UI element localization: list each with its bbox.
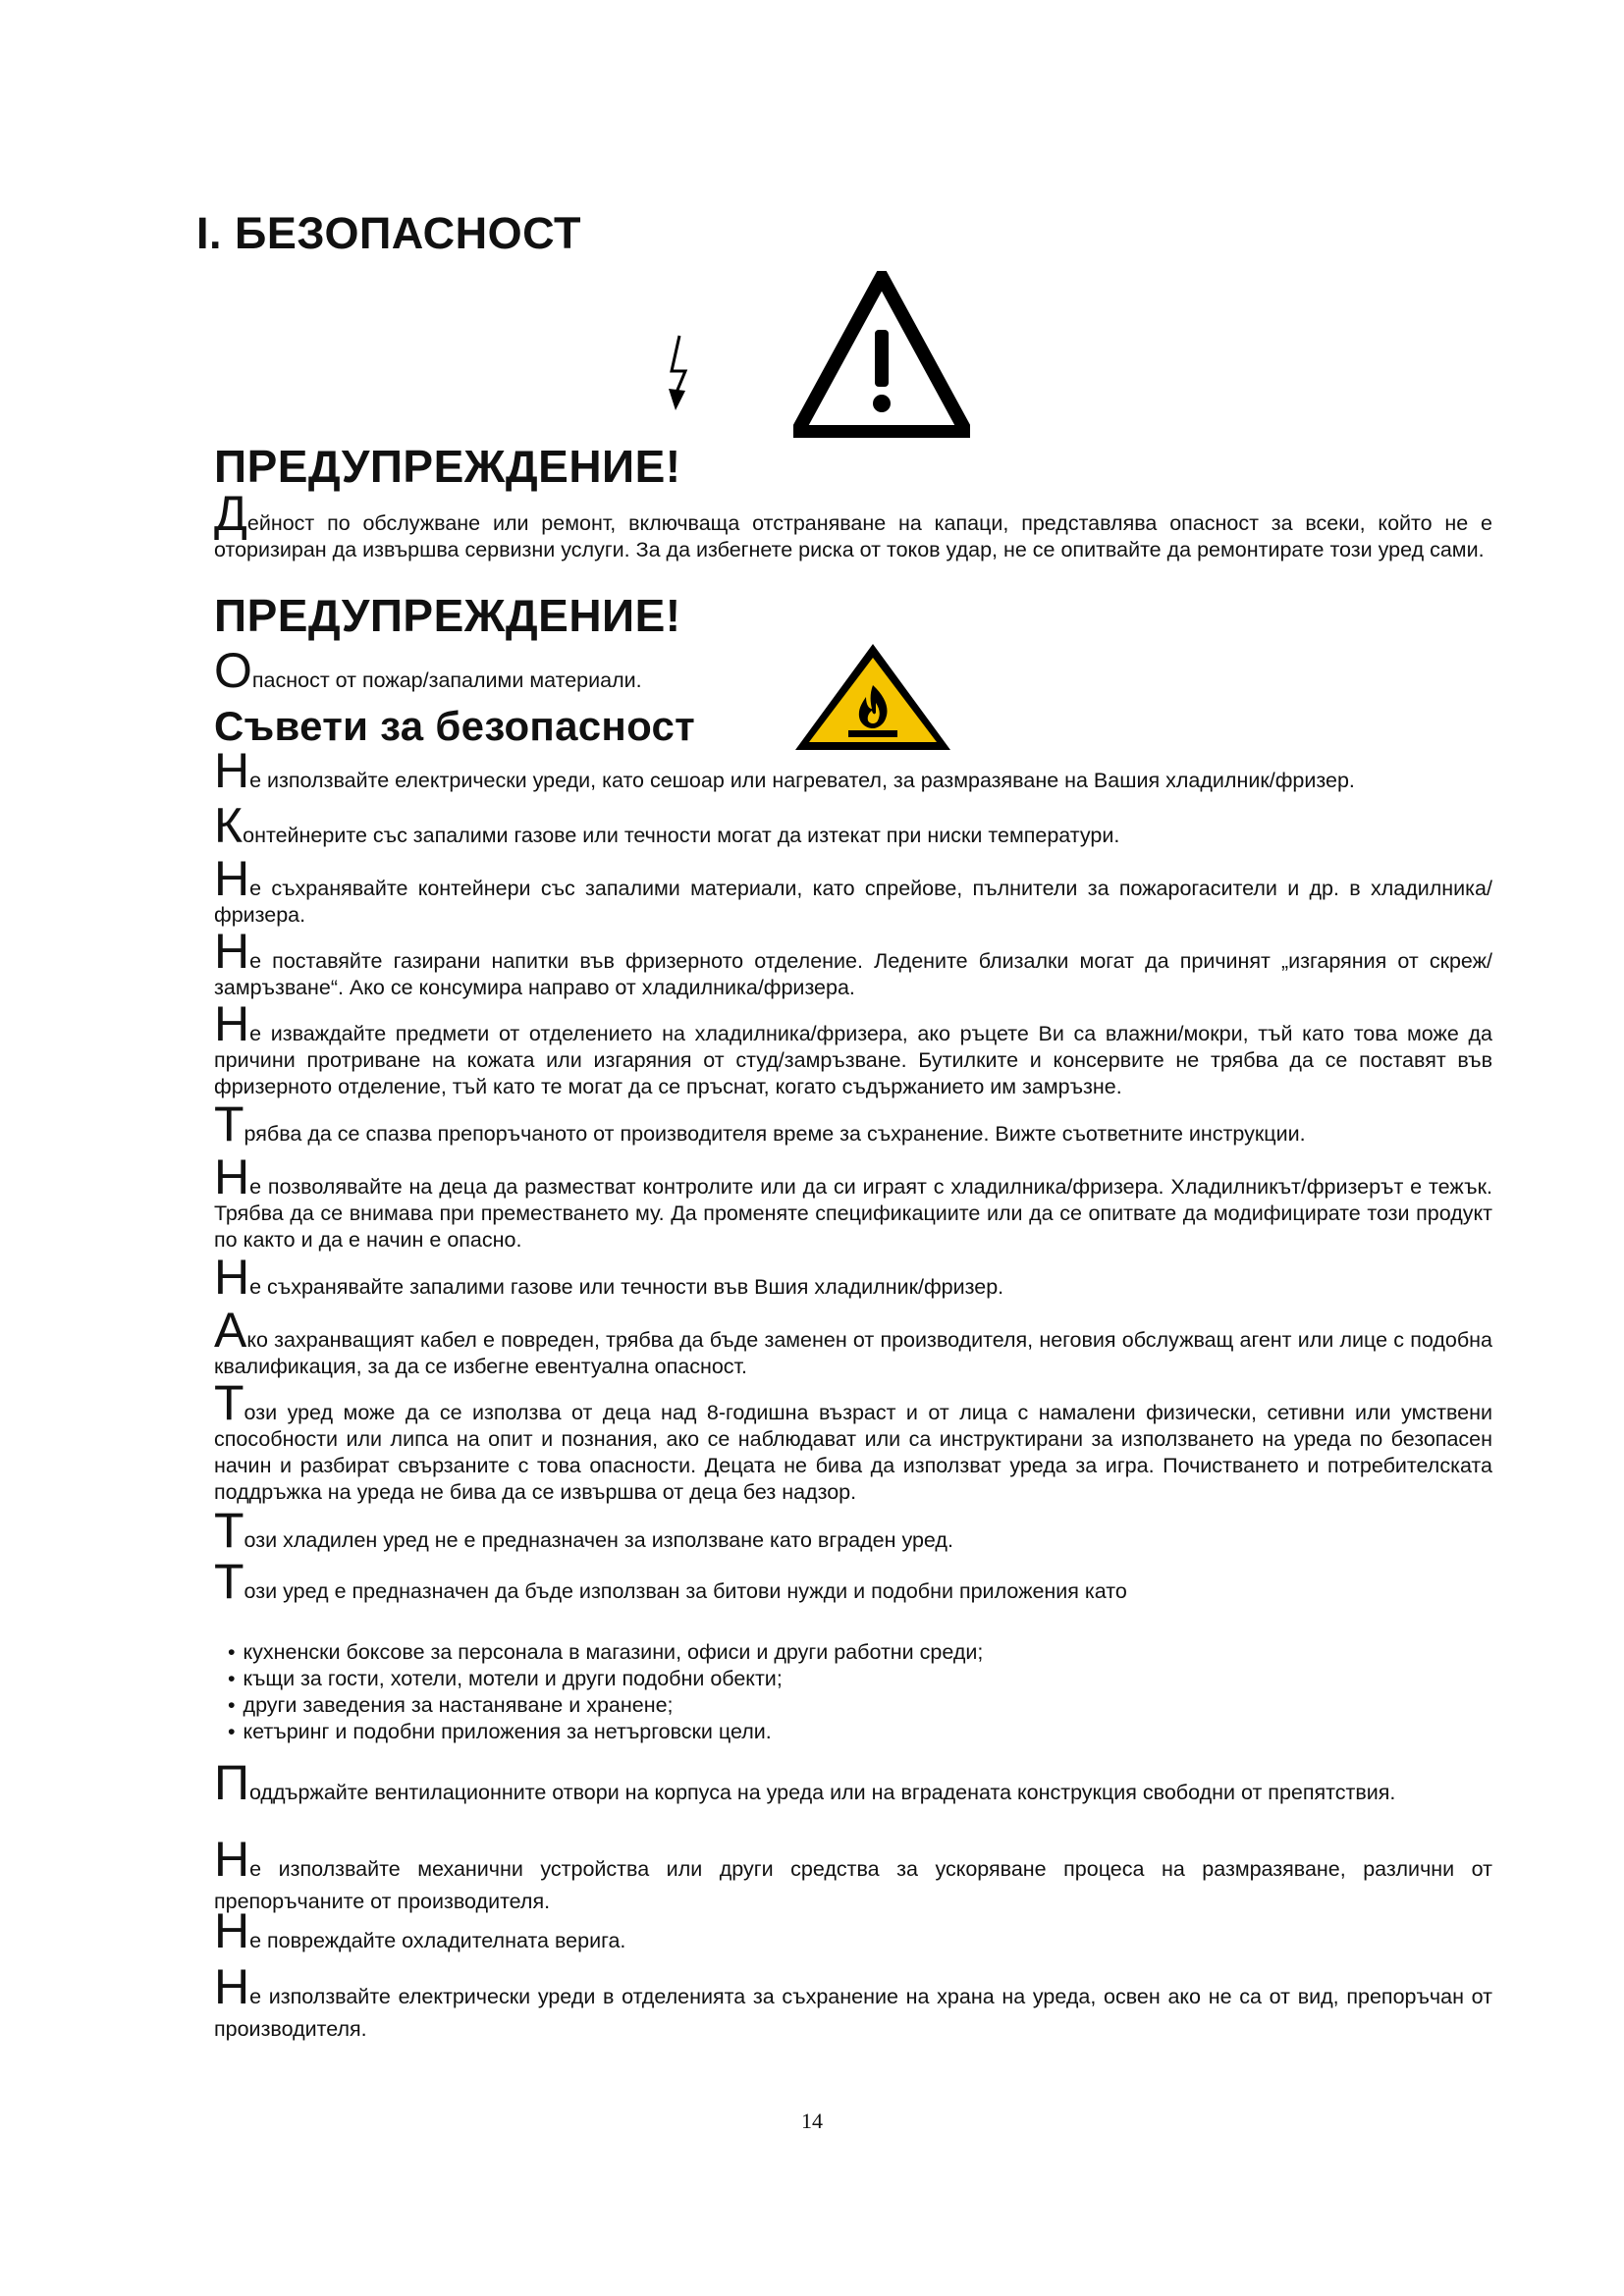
paragraph-text: е използвайте електрически уреди, като сешоар или нагревател, за размразяване на Вашия хладилник/фризер.	[249, 769, 1355, 792]
paragraph-text: е позволявайте на деца да разместват контролите или да си играят с хладилника/фризера. Хладилникът/фризерът е тежък. Трябва да се внимава при преместването му. Да променяте спецификациите или да се опитвате да модифицирате този продукт по както и да е начин е опасно.	[214, 1175, 1492, 1252]
paragraph-text: е съхранявайте запалими газове или течности във Вшия хладилник/фризер.	[249, 1275, 1004, 1299]
paragraph-text: ози хладилен уред не е предназначен за използване като вграден уред.	[244, 1528, 953, 1552]
advice-paragraph	[214, 1554, 1492, 1609]
warning-heading-1: ПРЕДУПРЕЖДЕНИЕ!	[214, 441, 681, 492]
drop-cap: Д	[214, 486, 247, 541]
lightning-bolt-icon	[660, 334, 701, 414]
advice-paragraph	[214, 1096, 1492, 1151]
advice-paragraph	[214, 851, 1492, 929]
paragraph-text: рябва да се спазва препоръчаното от производителя време за съхранение. Вижте съответните инструкции.	[244, 1122, 1306, 1146]
advice-paragraph	[214, 924, 1492, 1001]
drop-cap: Н	[214, 1903, 250, 1958]
list-item: • кетъринг и подобни приложения за нетърговски цели.	[228, 1719, 983, 1745]
warning-paragraph-1	[214, 486, 1492, 563]
warning-heading-2: ПРЕДУПРЕЖДЕНИЕ!	[214, 590, 681, 641]
paragraph-text: ко захранващият кабел е повреден, трябва да бъде заменен от производителя, неговия обслужващ агент или лице с подобна квалификация, за да се избегне евентуална опасност.	[214, 1328, 1492, 1378]
advice-paragraph	[214, 1503, 1492, 1558]
paragraph-text: е използвайте механични устройства или други средства за ускоряване процеса на размразяване, различни от препоръчаните от производителя.	[214, 1857, 1492, 1913]
advice-paragraph	[214, 1250, 1492, 1305]
paragraph-text: ози уред може да се използва от деца над 8-годишна възраст и от лица с намалени физически, сетивни или умствени способности или липса на опит и познания, ако се наблюдават или са инструктирани за използването на уреда по безопасен начин и разбират свързаните с това опасности. Децата не бива да използват уреда за игра. Почистването и потребителската поддръжка на уреда не бива да се извършва от деца без надзор.	[214, 1401, 1492, 1504]
advice-paragraph	[214, 743, 1492, 798]
advice-paragraph	[214, 1959, 1492, 2046]
paragraph-text: пасност от пожар/запалими материали.	[251, 668, 642, 692]
drop-cap: А	[214, 1303, 247, 1358]
drop-cap: Н	[214, 1149, 250, 1204]
paragraph-text: е изваждайте предмети от отделението на хладилника/фризера, ако ръцете Ви са влажни/мокри, тъй като това може да причини протриване на кожата или изгаряния от студ/замръзване. Бутилките и консервите не трябва да се поставят във фризерното отделение, тъй като те могат да се пръснат, когато съдържанието им замръзне.	[214, 1022, 1492, 1098]
list-item: • къщи за гости, хотели, мотели и други подобни обекти;	[228, 1666, 983, 1692]
list-item: • други заведения за настаняване и хранене;	[228, 1692, 983, 1719]
paragraph-text: ейност по обслужване или ремонт, включваща отстраняване на капаци, представлява опасност за всеки, който не е оторизиран да извършва сервизни услуги. За да избегнете риска от токов удар, не се опитвайте да ремонтирате този уред сами.	[214, 511, 1492, 561]
drop-cap: О	[214, 643, 252, 698]
advice-paragraph	[214, 1755, 1492, 1810]
drop-cap: Т	[214, 1503, 244, 1558]
drop-cap: Т	[214, 1096, 244, 1151]
safety-advice-heading: Съвети за безопасност	[214, 703, 695, 749]
advice-paragraph	[214, 1303, 1492, 1380]
exclamation-warning-triangle-icon	[793, 271, 970, 438]
paragraph-text: е съхранявайте контейнери със запалими материали, като спрейове, пълнители за пожарогасители и др. в хладилника/фризера.	[214, 877, 1492, 927]
drop-cap: Н	[214, 1959, 250, 2014]
paragraph-text: е използвайте електрически уреди в отделенията за съхранение на храна на уреда, освен ако не са от вид, препоръчан от производителя.	[214, 1985, 1492, 2041]
warning-paragraph-2	[214, 643, 725, 698]
paragraph-text: е повреждайте охладителната верига.	[249, 1929, 626, 1952]
paragraph-text: ози уред е предназначен да бъде използван за битови нужди и подобни приложения като	[244, 1579, 1127, 1603]
drop-cap: Т	[214, 1554, 244, 1609]
drop-cap: Н	[214, 1832, 250, 1887]
drop-cap: П	[214, 1755, 249, 1810]
page-title: I. БЕЗОПАСНОСТ	[196, 208, 582, 258]
advice-paragraph	[214, 1903, 1492, 1958]
advice-paragraph	[214, 1375, 1492, 1506]
drop-cap: Н	[214, 924, 250, 979]
drop-cap: К	[214, 798, 244, 853]
advice-paragraph	[214, 996, 1492, 1100]
list-item: • кухненски боксове за персонала в магазини, офиси и други работни среди;	[228, 1639, 983, 1666]
paragraph-text: онтейнерите със запалими газове или течности могат да изтекат при ниски температури.	[243, 824, 1120, 847]
drop-cap: Н	[214, 851, 250, 906]
advice-paragraph	[214, 1832, 1492, 1918]
advice-paragraph	[214, 798, 1492, 853]
advice-paragraph	[214, 1149, 1492, 1254]
flammable-warning-icon	[791, 640, 954, 754]
usage-list	[228, 1639, 983, 1745]
paragraph-text: е поставяйте газирани напитки във фризерното отделение. Ледените близалки могат да причинят „изгаряния от скреж/замръзване“. Ако се консумира направо от хладилника/фризера.	[214, 949, 1492, 999]
drop-cap: Н	[214, 1250, 250, 1305]
drop-cap: Н	[214, 743, 250, 798]
drop-cap: Т	[214, 1375, 244, 1430]
paragraph-text: оддържайте вентилационните отвори на корпуса на уреда или на вградената конструкция свободни от препятствия.	[248, 1781, 1396, 1804]
drop-cap: Н	[214, 996, 250, 1051]
page-number: 14	[801, 2109, 823, 2133]
